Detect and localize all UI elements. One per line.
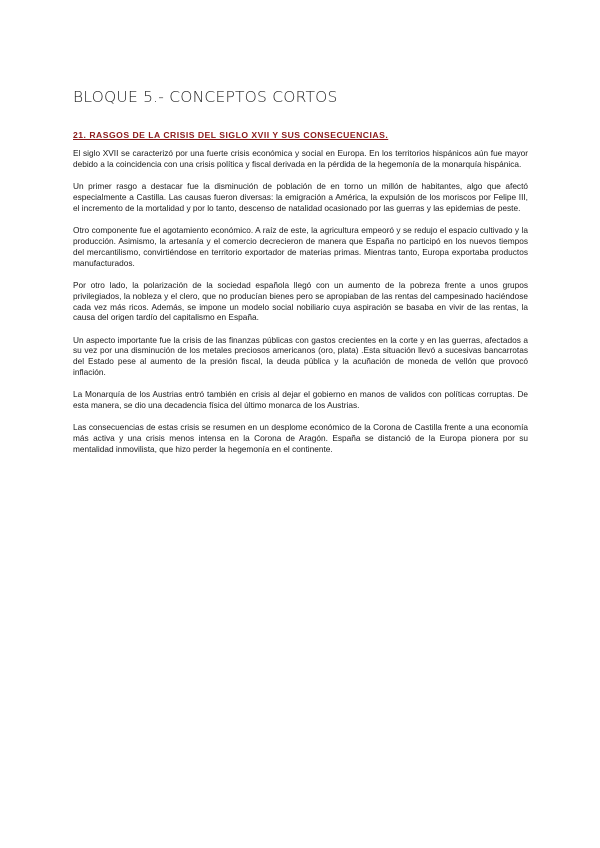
document-title: BLOQUE 5.- CONCEPTOS CORTOS bbox=[73, 88, 338, 106]
paragraph: La Monarquía de los Austrias entró también en crisis al dejar el gobierno en manos de validos con políticas corruptas. De esta manera, se dio una decadencia física del último monarca de los Austrias. bbox=[73, 389, 528, 411]
body-text bbox=[73, 148, 528, 466]
section-heading: 21. RASGOS DE LA CRISIS DEL SIGLO XVII Y SUS CONSECUENCIAS. bbox=[73, 130, 389, 140]
paragraph: El siglo XVII se caracterizó por una fuerte crisis económica y social en Europa. En los territorios hispánicos aún fue mayor debido a la coincidencia con una crisis política y fiscal derivada en la pérdida de la hegemonía de la monarquía hispánica. bbox=[73, 148, 528, 169]
paragraph: Otro componente fue el agotamiento económico. A raíz de este, la agricultura empeoró y se redujo el espacio cultivado y la producción. Asimismo, la artesanía y el comercio decrecieron de manera que España no participó en los nuevos tiempos del mercantilismo, convirtiéndose en territorio exportador de materias primas. Mientras tanto, Europa exportaba productos manufacturados. bbox=[73, 224, 528, 268]
paragraph: Un primer rasgo a destacar fue la disminución de población de en torno un millón de habitantes, algo que afectó especialmente a Castilla. Las causas fueron diversas: la emigración a América, la expulsión de los moriscos por Felipe III, el incremento de la mortalidad y por lo tanto, descenso de natalidad ocasionado por las guerras y las epidemias de peste. bbox=[73, 181, 528, 213]
paragraph: Un aspecto importante fue la crisis de las finanzas públicas con gastos crecientes en la corte y en las guerras, afectados a su vez por una disminución de los metales preciosos americanos (oro, plata) .Esta situación llevó a sucesivas bancarrotas del Estado pese al aumento de la presión fiscal, la deuda pública y la acuñación de moneda de vellón que provocó inflación. bbox=[73, 334, 528, 378]
paragraph: Las consecuencias de estas crisis se resumen en un desplome económico de la Corona de Castilla frente a una economía más activa y una crisis menos intensa en la Corona de Aragón. España se distanció de la Europa pionera por su mentalidad inmovilista, que hizo perder la hegemonía en el continente. bbox=[73, 422, 528, 455]
paragraph: Por otro lado, la polarización de la sociedad española llegó con un aumento de la pobreza frente a unos grupos privilegiados, la nobleza y el clero, que no producían bienes pero se apropiaban de las rentas del campesinado haciéndose cada vez más ricos. Además, se impone un modelo social nobiliario cuya aspiración se basaba en vivir de las rentas, la causa del origen tardío del capitalismo en España. bbox=[73, 279, 528, 323]
